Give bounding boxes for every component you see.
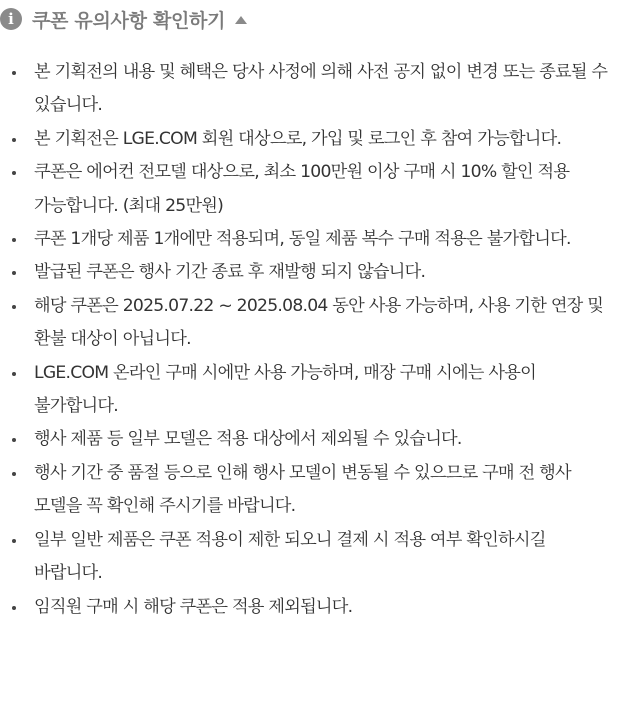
bullet-icon xyxy=(12,606,16,610)
notice-item-text: 일부 일반 제품은 쿠폰 적용이 제한 되오니 결제 시 적용 여부 확인하시길 바랍니다. xyxy=(34,529,546,584)
notice-item-text: 본 기획전은 LGE.COM 회원 대상으로, 가입 및 로그인 후 참여 가능합니다. xyxy=(34,128,562,149)
notice-item xyxy=(0,457,624,524)
coupon-notice-list xyxy=(0,56,624,624)
bullet-icon xyxy=(12,305,16,309)
notice-item-text: 본 기획전의 내용 및 혜택은 당사 사정에 의해 사전 공지 없이 변경 또는 종료될 수 있습니다. xyxy=(34,62,608,116)
bullet-icon xyxy=(12,171,16,175)
notice-item xyxy=(0,357,624,424)
notice-item-text: 행사 기간 중 품절 등으로 인해 행사 모델이 변동될 수 있으므로 구매 전 행사 모델을 꼭 확인해 주시기를 바랍니다. xyxy=(34,462,571,517)
notice-item xyxy=(0,290,624,357)
notice-item-text: 행사 제품 등 일부 모델은 적용 대상에서 제외될 수 있습니다. xyxy=(34,429,462,450)
bullet-icon xyxy=(12,438,16,442)
notice-item xyxy=(0,256,624,289)
notice-item xyxy=(0,123,624,156)
notice-item-text: LGE.COM 온라인 구매 시에만 사용 가능하며, 매장 구매 시에는 사용이 불가합니다. xyxy=(34,362,536,417)
bullet-icon xyxy=(12,71,16,75)
bullet-icon xyxy=(12,271,16,275)
coupon-notice-toggle[interactable] xyxy=(0,2,247,36)
info-icon: i xyxy=(0,8,22,30)
coupon-notice-title: 쿠폰 유의사항 확인하기 xyxy=(32,9,226,32)
notice-item xyxy=(0,223,624,256)
bullet-icon xyxy=(12,539,16,543)
notice-item-text: 발급된 쿠폰은 행사 기간 종료 후 재발행 되지 않습니다. xyxy=(34,262,426,283)
bullet-icon xyxy=(12,472,16,476)
bullet-icon xyxy=(12,372,16,376)
caret-up-icon xyxy=(235,16,247,24)
bullet-icon xyxy=(12,238,16,242)
notice-item xyxy=(0,591,624,624)
notice-item-text: 쿠폰은 에어컨 전모델 대상으로, 최소 100만원 이상 구매 시 10% 할인 적용 가능합니다. (최대 25만원) xyxy=(34,162,570,216)
notice-item xyxy=(0,156,624,223)
notice-item xyxy=(0,56,624,123)
notice-item-text: 쿠폰 1개당 제품 1개에만 적용되며, 동일 제품 복수 구매 적용은 불가합니다. xyxy=(34,229,571,250)
notice-item-text: 해당 쿠폰은 2025.07.22 ~ 2025.08.04 동안 사용 가능하며, 사용 기한 연장 및 환불 대상이 아닙니다. xyxy=(34,295,604,350)
notice-item-text: 임직원 구매 시 해당 쿠폰은 적용 제외됩니다. xyxy=(34,596,353,617)
notice-item xyxy=(0,423,624,456)
notice-item xyxy=(0,524,624,591)
bullet-icon xyxy=(12,138,16,142)
